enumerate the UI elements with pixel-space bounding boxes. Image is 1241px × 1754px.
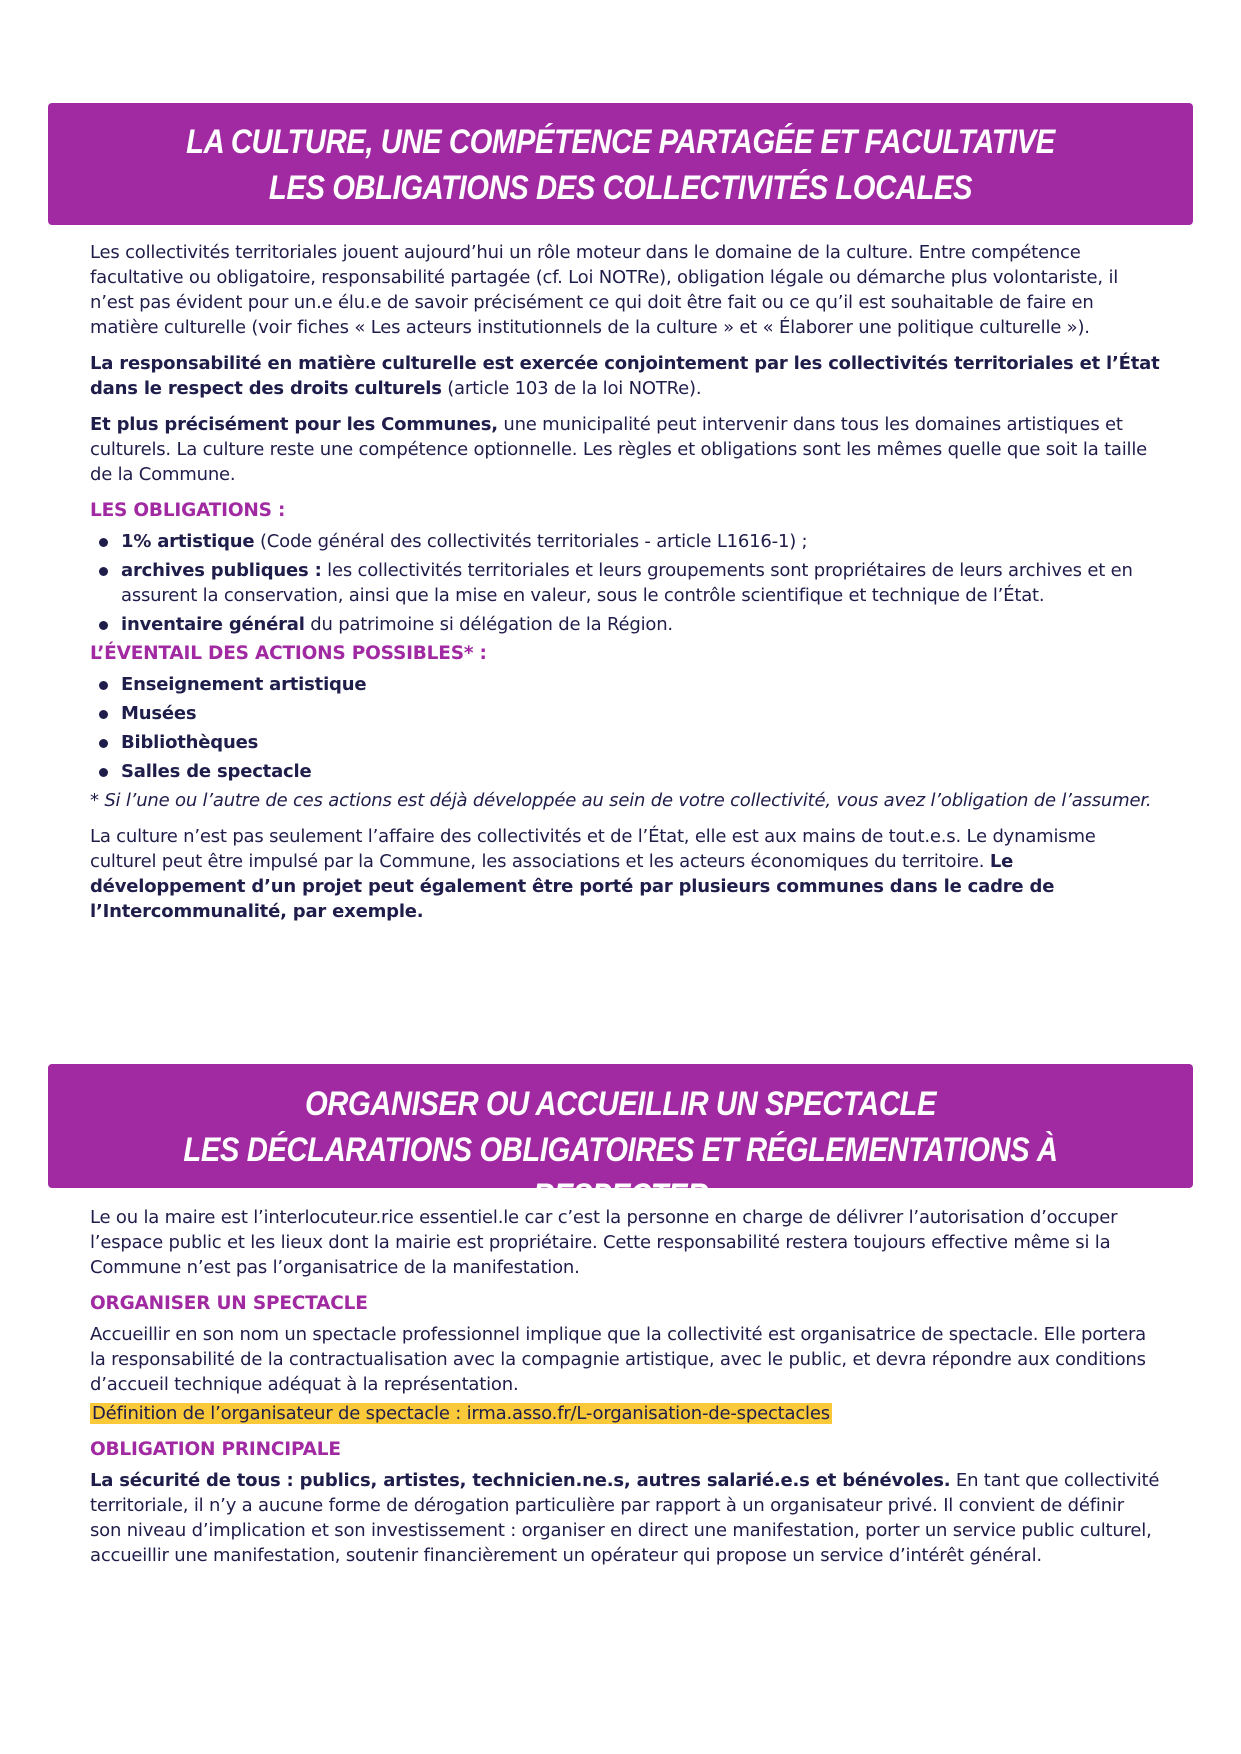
list-item bbox=[90, 730, 1160, 755]
organiser-paragraph: Accueillir en son nom un spectacle professionnel implique que la collectivité est organisatrice de spectacle. Elle portera la responsabilité de la contractualisation avec la compagnie artistique, avec le public, et devra répondre aux conditions d’accueil technique adéquat à la représentation. bbox=[90, 1324, 1146, 1395]
list-item bbox=[90, 672, 1160, 697]
list-item-bold: Musées bbox=[121, 703, 197, 724]
actions-heading: L’ÉVENTAIL DES ACTIONS POSSIBLES* : bbox=[90, 643, 487, 664]
obligation-text: En tant que collectivité territoriale, il n’y a aucune forme de dérogation particulière par rapport à un organisateur privé. Il convient de définir son niveau d’implication et son investissement : organiser en direct une manifestation, porter un service public culturel, accueillir une manifestation, soutenir financièrement un opérateur qui propose un service d’intérêt général. bbox=[90, 1470, 1160, 1566]
section-banner-culture bbox=[48, 103, 1193, 225]
definition-link[interactable]: Définition de l’organisateur de spectacle : irma.asso.fr/L-organisation-de-spectacles bbox=[92, 1403, 830, 1424]
list-item-text: du patrimoine si délégation de la Région. bbox=[304, 614, 673, 635]
obligation-paragraph bbox=[90, 1468, 1160, 1568]
bullet-icon bbox=[99, 567, 108, 576]
list-item-bold: Bibliothèques bbox=[121, 732, 259, 753]
communes-text: une municipalité peut intervenir dans tous les domaines artistiques et culturels. La culture reste une compétence optionnelle. Les règles et obligations sont les mêmes quelle que soit la taille de la Commune. bbox=[90, 414, 1148, 485]
intro-paragraph: Les collectivités territoriales jouent aujourd’hui un rôle moteur dans le domaine de la culture. Entre compétence facultative ou obligatoire, responsabilité partagée (cf. Loi NOTRe), obligation légale ou démarche plus volontariste, il n’est pas évident pour un.e élu.e de savoir précisément ce qui doit être fait ou ce qu’il est souhaitable de faire en matière culturelle (voir fiches « Les acteurs institutionnels de la culture » et « Élaborer une politique culturelle »). bbox=[90, 242, 1119, 338]
obligations-list bbox=[90, 529, 1160, 637]
bullet-icon bbox=[99, 538, 108, 547]
banner-title-line-1: LA CULTURE, UNE COMPÉTENCE PARTAGÉE ET FACULTATIVE bbox=[186, 123, 1055, 161]
list-item bbox=[90, 701, 1160, 726]
obligations-heading: LES OBLIGATIONS : bbox=[90, 500, 286, 521]
actions-list bbox=[90, 672, 1160, 784]
closing-paragraph bbox=[90, 824, 1160, 924]
responsibility-paragraph bbox=[90, 351, 1160, 401]
list-item-bold: inventaire général bbox=[121, 614, 305, 635]
closing-bold: Le développement d’un projet peut également être porté par plusieurs communes dans le cadre de l’Intercommunalité, par exemple. bbox=[90, 851, 1055, 922]
list-item-text: les collectivités territoriales et leurs groupements sont propriétaires de leurs archives et en assurent la conservation, ainsi que la mise en valeur, sous le contrôle scientifique et technique de l’État. bbox=[121, 560, 1133, 606]
intro-paragraph: Le ou la maire est l’interlocuteur.rice essentiel.le car c’est la personne en charge de délivrer l’autorisation d’occuper l’espace public et les lieux dont la mairie est propriétaire. Cette responsabilité restera toujours effective même si la Commune n’est pas l’organisatrice de la manifestation. bbox=[90, 1207, 1118, 1278]
communes-bold: Et plus précisément pour les Communes, bbox=[90, 414, 498, 435]
section-banner-spectacle bbox=[48, 1064, 1193, 1215]
list-item-bold: Enseignement artistique bbox=[121, 674, 367, 695]
definition-paragraph bbox=[90, 1401, 1160, 1426]
closing-text: La culture n’est pas seulement l’affaire des collectivités et de l’État, elle est aux mains de tout.e.s. Le dynamisme culturel peut être impulsé par la Commune, les associations et les acteurs économiques du territoire. bbox=[90, 826, 1096, 872]
bullet-icon bbox=[99, 710, 108, 719]
list-item bbox=[90, 558, 1160, 608]
list-item bbox=[90, 612, 1160, 637]
communes-paragraph bbox=[90, 412, 1160, 487]
organiser-heading: ORGANISER UN SPECTACLE bbox=[90, 1293, 368, 1314]
footnote: * Si l’une ou l’autre de ces actions est déjà développée au sein de votre collectivité, vous avez l’obligation de l’assumer. bbox=[90, 790, 1152, 811]
list-item-bold: Salles de spectacle bbox=[121, 761, 312, 782]
list-item-bold: 1% artistique bbox=[121, 531, 255, 552]
bullet-icon bbox=[99, 739, 108, 748]
obligation-heading: OBLIGATION PRINCIPALE bbox=[90, 1439, 341, 1460]
banner-title-line-1: ORGANISER OU ACCUEILLIR UN SPECTACLE bbox=[304, 1085, 937, 1123]
responsibility-text: (article 103 de la loi NOTRe). bbox=[441, 378, 702, 399]
list-item bbox=[90, 529, 1160, 554]
banner-title-line-2: LES DÉCLARATIONS OBLIGATOIRES ET RÉGLEMENTATIONS À RESPECTER bbox=[183, 1131, 1058, 1215]
bullet-icon bbox=[99, 621, 108, 630]
responsibility-bold: La responsabilité en matière culturelle est exercée conjointement par les collectivités territoriales et l’État dans le respect des droits culturels bbox=[90, 353, 1160, 399]
section-culture-obligations bbox=[90, 240, 1160, 935]
obligation-bold: La sécurité de tous : publics, artistes, technicien.ne.s, autres salarié.e.s et bénévoles. bbox=[90, 1470, 951, 1491]
section-spectacle bbox=[90, 1205, 1160, 1579]
bullet-icon bbox=[99, 681, 108, 690]
bullet-icon bbox=[99, 768, 108, 777]
list-item-text: (Code général des collectivités territoriales - article L1616-1) ; bbox=[254, 531, 808, 552]
banner-title-line-2: LES OBLIGATIONS DES COLLECTIVITÉS LOCALES bbox=[268, 169, 973, 207]
list-item-bold: archives publiques : bbox=[121, 560, 322, 581]
list-item bbox=[90, 759, 1160, 784]
